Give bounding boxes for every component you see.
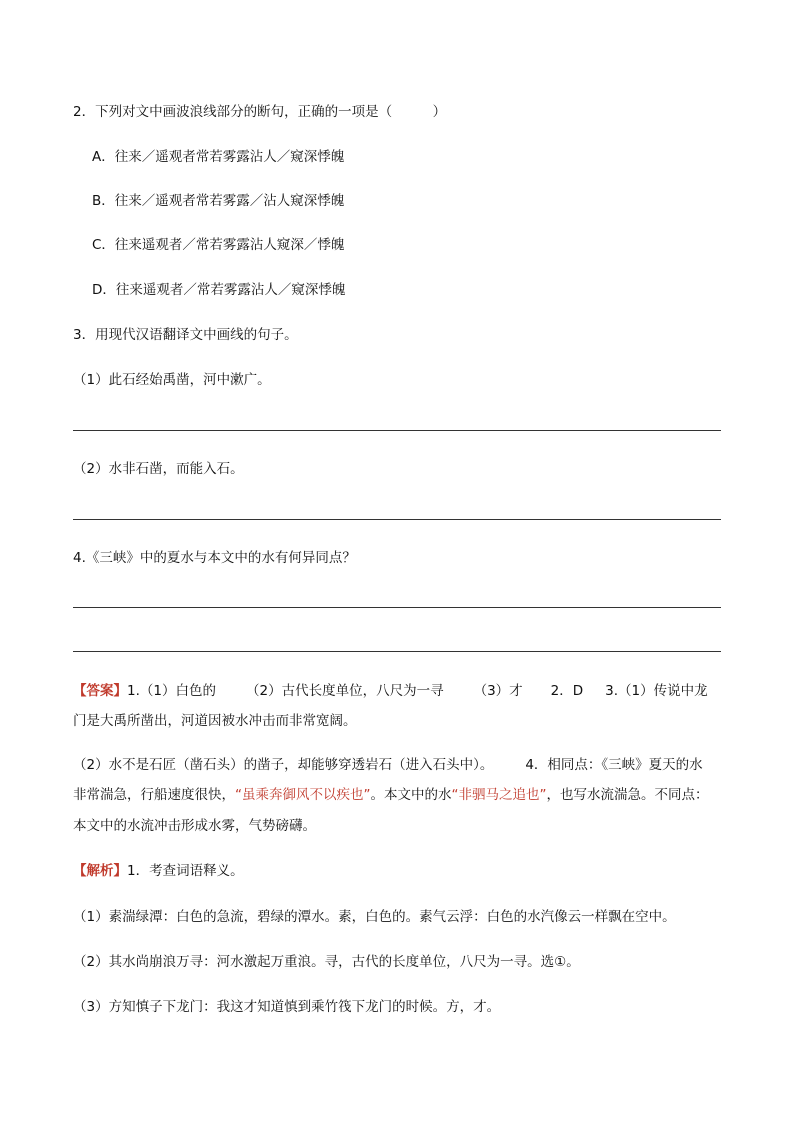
analysis-line-4: （3）方知慎子下龙门：我这才知道慎到乘竹筏下龙门的时候。方，才。 <box>73 999 501 1015</box>
answer-line <box>73 607 721 608</box>
answer-text: 3.（1）传说中龙 <box>605 683 708 699</box>
quote-text: “虽乘奔御风不以疾也” <box>235 787 371 803</box>
question-3-stem: 3．用现代汉语翻译文中画线的句子。 <box>73 327 298 343</box>
answer-text: 1.（1）白色的 <box>127 683 216 699</box>
answer-line-5: 本文中的水流冲击形成水雾，气势磅礴。 <box>73 818 316 834</box>
question-2-option-a: A．往来／遥观者常若雾露沾人／窥深悸魄 <box>92 149 345 165</box>
answer-text: 非常湍急，行船速度很快， <box>73 787 235 803</box>
answer-line <box>73 519 721 520</box>
analysis-label: 【解析】 <box>73 863 127 879</box>
answer-line-3 <box>73 756 703 774</box>
question-2-option-d: D．往来遥观者／常若雾露沾人／窥深悸魄 <box>92 282 346 298</box>
question-2-option-b: B．往来／遥观者常若雾露／沾人窥深悸魄 <box>92 193 345 209</box>
answer-text: ，也写水流湍急。不同点： <box>546 787 709 803</box>
question-4-stem: 4.《三峡》中的夏水与本文中的水有何异同点？ <box>73 550 356 566</box>
answer-text: 。本文中的水 <box>370 787 452 803</box>
answer-text: （3）才 <box>473 683 523 699</box>
answer-line-1 <box>73 682 708 700</box>
answer-line <box>73 651 721 652</box>
answer-text: 2．D <box>550 683 584 699</box>
question-2-option-c: C．往来遥观者／常若雾露沾人窥深／悸魄 <box>92 237 345 253</box>
answer-text: （2）古代长度单位，八尺为一寻 <box>245 683 444 699</box>
question-2-stem: 2．下列对文中画波浪线部分的断句，正确的一项是（ ） <box>73 104 447 120</box>
answer-text: 4．相同点：《三峡》夏天的水 <box>525 757 703 773</box>
answer-label: 【答案】 <box>73 683 127 699</box>
question-3-item-2: （2）水非石凿，而能入石。 <box>73 461 244 477</box>
answer-line-4 <box>73 786 709 804</box>
analysis-line-2: （1）素湍绿潭：白色的急流，碧绿的潭水。素，白色的。素气云浮：白色的水汽像云一样飘在空中。 <box>73 909 676 925</box>
answer-line <box>73 430 721 431</box>
question-3-item-1: （1）此石经始禹凿，河中漱广。 <box>73 372 271 388</box>
analysis-text: 1．考查词语释义。 <box>127 863 244 879</box>
answer-line-2: 门是大禹所凿出，河道因被水冲击而非常宽阔。 <box>73 713 357 729</box>
answer-text: （2）水不是石匠（凿石头）的凿子，却能够穿透岩石（进入石头中）。 <box>73 757 494 773</box>
analysis-line-3: （2）其水尚崩浪万寻：河水激起万重浪。寻，古代的长度单位，八尺为一寻。选①。 <box>73 954 580 970</box>
analysis-line-1 <box>73 862 244 880</box>
quote-text: “非驷马之追也” <box>451 787 547 803</box>
